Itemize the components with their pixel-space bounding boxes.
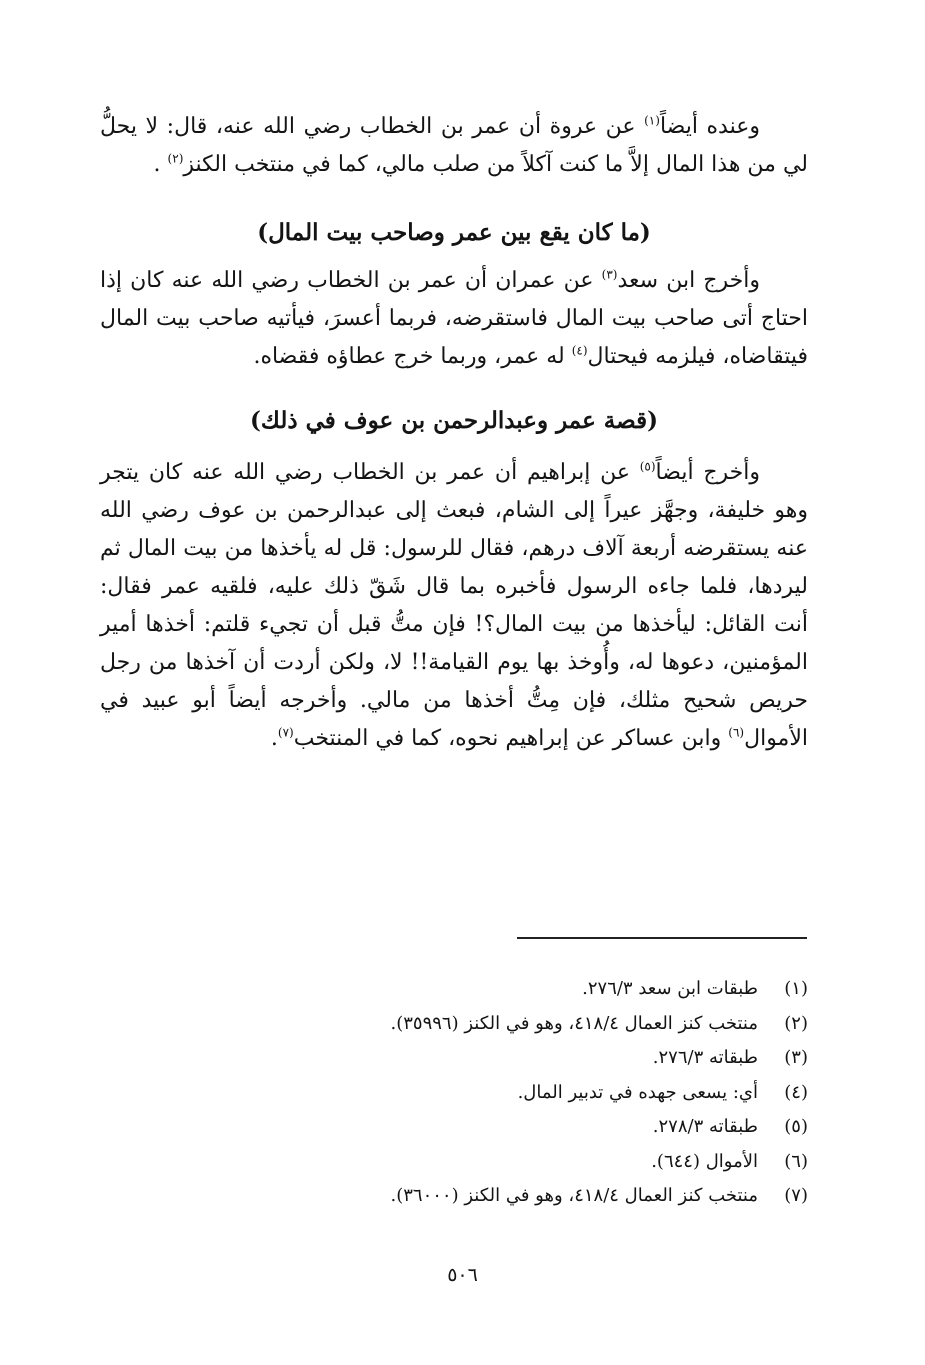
footnote-text: الأموال (٦٤٤). [651,1150,758,1172]
footnote-item [100,1110,808,1145]
footnote-ref: (٢) [167,151,184,166]
text-run: عن عمران أن عمر بن الخطاب رضي الله عنه كان إذا احتاج أتى صاحب بيت المال فاستقرضه، فربما أعسرَ، فيأتيه صاحب بيت المال فيتقاضاه، فيلزمه فيحتال [100,268,808,369]
footnote-ref: (٧) [277,725,294,740]
footnote-text: منتخب كنز العمال ٤١٨/٤، وهو في الكنز (٣٥٩٩٦). [390,1012,758,1034]
footnote-number: (٤) [784,1081,808,1103]
footnote-item [100,1076,808,1111]
footnote-item [100,972,808,1007]
paragraph-1 [100,108,808,184]
footnote-text: طبقاته ٢٧٦/٣. [652,1047,758,1068]
text-run: وعنده أيضاً [659,114,760,139]
text-run: عن عروة أن عمر بن الخطاب رضي الله عنه، قال: لا يحلُّ لي من هذا المال إلاَّ ما كنت آكلاً من صلب مالي، كما في منتخب الكنز [100,114,808,177]
footnote-ref: (١) [644,113,660,128]
footnote-ref: (٦) [728,725,745,740]
footnote-number: (١) [784,978,808,999]
footnotes-list [100,972,808,1214]
paragraph-3 [100,454,808,758]
paragraph-2 [100,262,808,376]
footnote-number: (٦) [784,1150,808,1172]
footnote-text: طبقات ابن سعد ٢٧٦/٣. [582,978,758,999]
footnote-text: طبقاته ٢٧٨/٣. [652,1116,758,1137]
footnote-text: منتخب كنز العمال ٤١٨/٤، وهو في الكنز (٣٦٠٠٠). [390,1185,758,1206]
page-body [100,108,808,758]
footnote-item [100,1145,808,1180]
text-run: . [270,726,278,751]
footnote-ref: (٤) [571,343,588,358]
text-run: وأخرج أيضاً [655,460,760,485]
footnote-ref: (٣) [601,267,618,282]
footnote-number: (٣) [784,1047,808,1068]
footnote-item [100,1179,808,1214]
section-heading-1: (ما كان يقع بين عمر وصاحب بيت المال) [257,219,651,246]
footnote-separator [517,937,807,939]
footnote-ref: (٥) [639,459,656,474]
footnote-number: (٢) [784,1012,808,1034]
footnote-number: (٥) [784,1116,808,1137]
footnote-text: أي: يسعى جهده في تدبير المال. [517,1081,758,1103]
text-run: . [153,152,168,177]
footnote-item [100,1007,808,1042]
text-run: وأخرج ابن سعد [617,268,760,293]
footnote-item [100,1041,808,1076]
footnote-number: (٧) [784,1185,808,1206]
text-run: عن إبراهيم أن عمر بن الخطاب رضي الله عنه كان يتجر وهو خليفة، وجهَّز عيراً إلى الشام، فبعث إلى عبدالرحمن بن عوف رضي الله عنه يستقرضه أربعة آلاف درهم، فقال للرسول: قل له يأخذها من بيت المال ثم ليردها، فلما جاءه الرسول فأخبره بما قال شَقّ ذلك عليه، فلقيه عمر فقال: أنت القائل: ليأخذها من بيت المال؟! فإن متُّ قبل أن تجيء قلتم: أخذها أمير المؤمنين، دعوها له، وأُوخذ بها يوم القيامة!! لا، ولكن أردت أن آخذها من رجل حريص شحيح مثلك، فإن مِتُّ أخذها من مالي. وأخرجه أيضاً أبو عبيد في الأموال [100,460,808,751]
text-run: له عمر، وربما خرج عطاؤه فقضاه. [253,344,572,369]
section-heading-2: (قصة عمر وعبدالرحمن بن عوف في ذلك) [250,407,658,434]
text-run: وابن عساكر عن إبراهيم نحوه، كما في المنتخب [293,726,729,751]
page-number: ٥٠٦ [447,1264,478,1286]
